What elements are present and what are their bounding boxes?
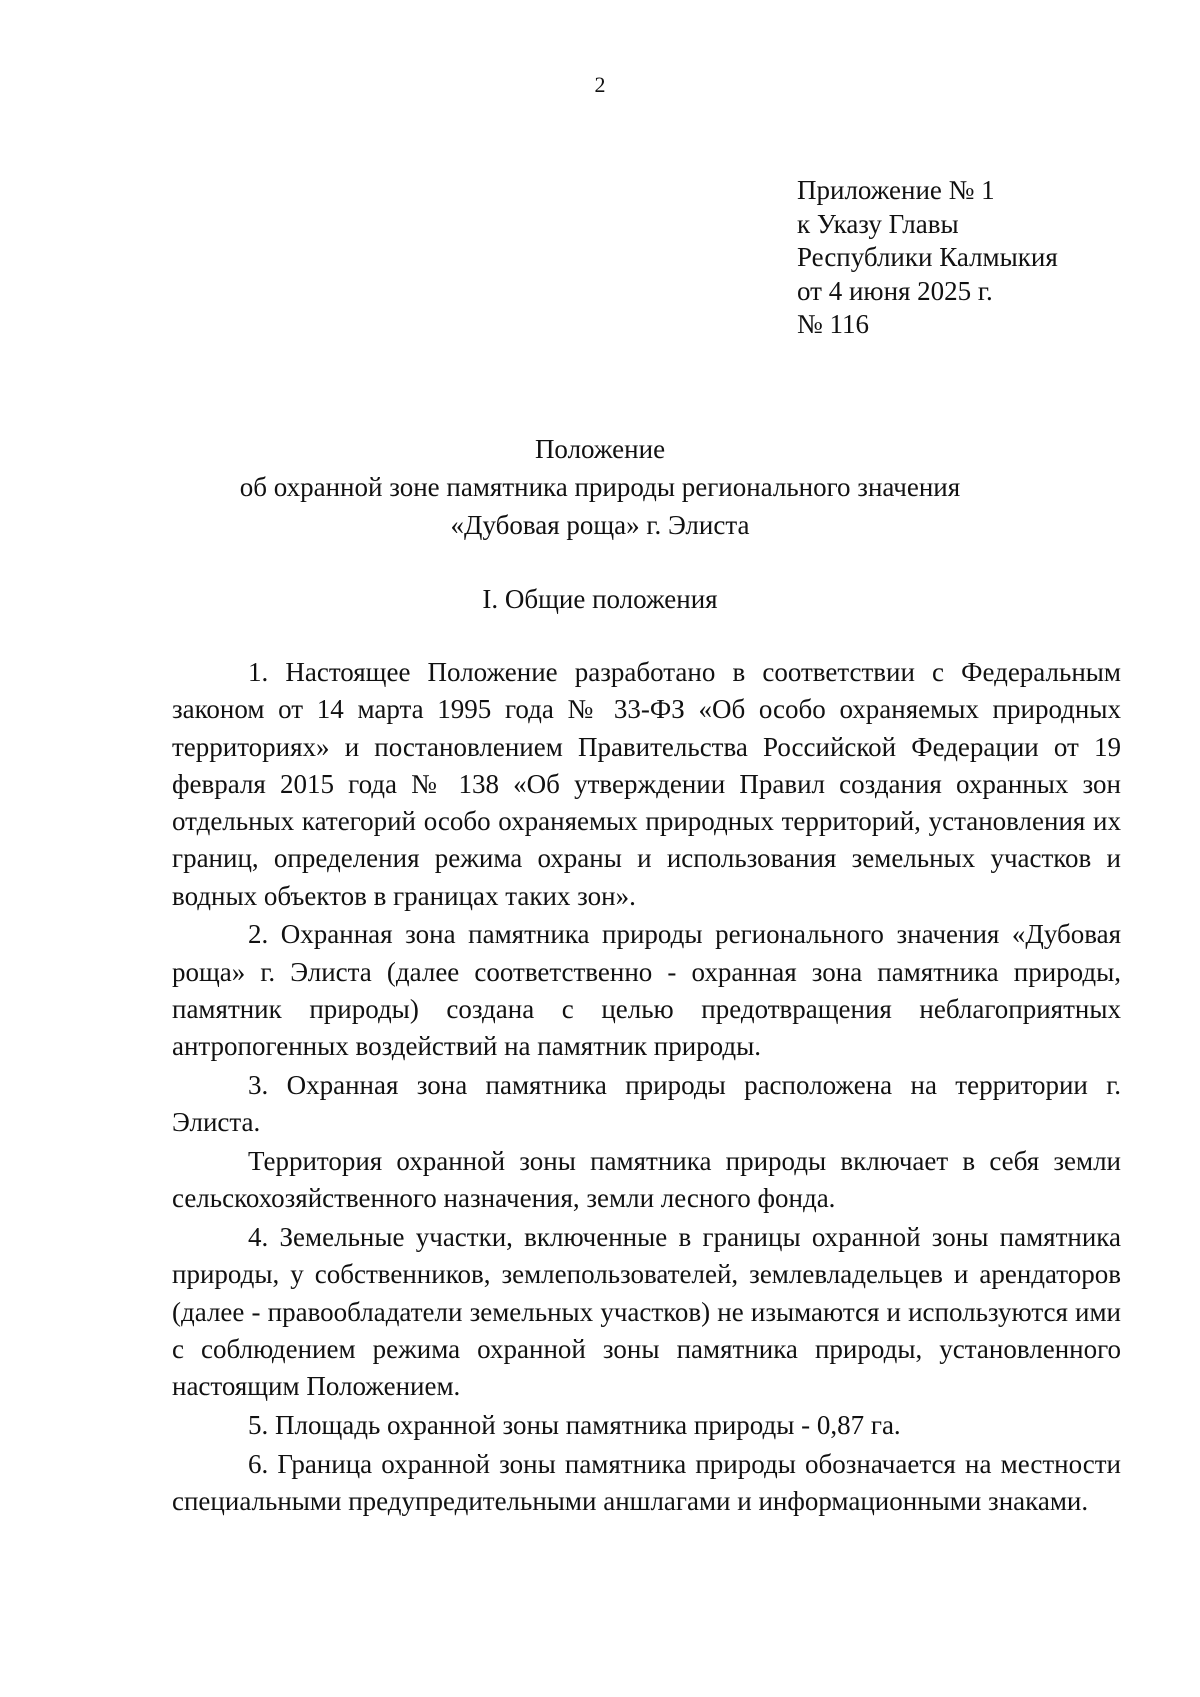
appendix-date: от 4 июня 2025 г. [797,275,993,306]
title-line: «Дубовая роща» г. Элиста [450,510,750,540]
page-number: 2 [594,72,606,97]
appendix-line: к Указу Главы [797,208,959,239]
document-title [0,430,1200,544]
section-heading: I. Общие положения [482,584,718,614]
appendix-header [797,174,1058,342]
appendix-line: Приложение № 1 [797,175,995,205]
paragraph-3: 3. Охранная зона памятника природы расположена на территории г. Элиста. [172,1070,1121,1138]
paragraph-5: 5. Площадь охранной зоны памятника природы - 0,87 га. [248,1409,901,1440]
title-line: об охранной зоне памятника природы регионального значения [239,472,961,502]
paragraph-6: 6. Граница охранной зоны памятника природы обозначается на местности специальными предупредительными аншлагами и информационными знаками. [172,1448,1121,1516]
paragraph-1: 1. Настоящее Положение разработано в соответствии с Федеральным законом от 14 марта 1995 года № 33-ФЗ «Об особо охраняемых природных территориях» и постановлением Правительства Российской Федерации от 19 февраля 2015 года № 138 «Об утверждении Правил создания охранных зон отдельных категорий особо охраняемых природных территорий, установления их границ, определения режима охраны и использования земельных участков и водных объектов в границах таких зон». [172,657,1121,911]
document-body [172,654,1121,1522]
paragraph-3-territory: Территория охранной зоны памятника природы включает в себя земли сельскохозяйственного назначения, земли лесного фонда. [172,1146,1121,1214]
appendix-line: Республики Калмыкия [797,242,1058,272]
appendix-number: № 116 [797,309,870,339]
paragraph-2: 2. Охранная зона памятника природы регионального значения «Дубовая роща» г. Элиста (далее соответственно - охранная зона памятника природы, памятник природы) создана с целью предотвращения неблагоприятных антропогенных воздействий на памятник природы. [172,919,1121,1062]
title-line: Положение [534,434,666,464]
paragraph-4: 4. Земельные участки, включенные в границы охранной зоны памятника природы, у собственников, землепользователей, землевладельцев и арендаторов (далее - правообладатели земельных участков) не изымаются и используются ими с соблюдением режима охранной зоны памятника природы, установленного настоящим Положением. [172,1222,1121,1402]
